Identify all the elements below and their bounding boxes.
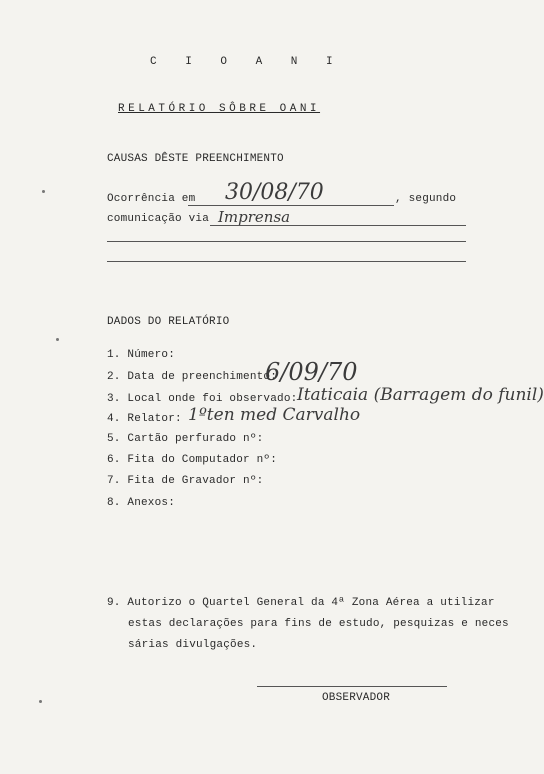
causes-heading: CAUSAS DÊSTE PREENCHIMENTO	[107, 153, 284, 165]
blank-line-2	[107, 261, 466, 262]
report-heading: DADOS DO RELATÓRIO	[107, 316, 230, 328]
authorization-line-1: 9. Autorizo o Quartel General da 4ª Zona Aérea a utilizar	[107, 597, 495, 609]
item-local: 3. Local onde foi observado:	[107, 393, 298, 405]
item-data-preenchimento: 2. Data de preenchimento:	[107, 371, 278, 383]
scan-speck	[39, 700, 42, 703]
via-value: Imprensa	[218, 208, 291, 226]
scan-speck	[42, 190, 45, 193]
item-fita-computador: 6. Fita do Computador nº:	[107, 454, 278, 466]
value-data-preenchimento: 6/09/70	[265, 358, 358, 386]
occurrence-date: 30/08/70	[225, 180, 324, 205]
value-relator: 1ºten med Carvalho	[188, 405, 361, 425]
authorization-line-3: sárias divulgações.	[128, 639, 258, 651]
occurrence-line	[188, 205, 394, 206]
item-anexos: 8. Anexos:	[107, 497, 176, 509]
blank-line-1	[107, 241, 466, 242]
signature-label: OBSERVADOR	[322, 692, 391, 704]
item-numero: 1. Número:	[107, 349, 176, 361]
item-fita-gravador: 7. Fita de Gravador nº:	[107, 475, 264, 487]
authorization-line-2: estas declarações para fins de estudo, pesquizas e neces	[128, 618, 509, 630]
occurrence-label: Ocorrência em	[107, 193, 196, 205]
scan-speck	[56, 338, 59, 341]
signature-line	[257, 686, 447, 687]
occurrence-suffix: , segundo	[395, 193, 457, 205]
value-local: Itaticaia (Barragem do funil)	[297, 385, 544, 405]
item-cartao: 5. Cartão perfurado nº:	[107, 433, 264, 445]
report-title: RELATÓRIO SÔBRE OANI	[118, 103, 321, 115]
org-title: C I O A N I	[150, 56, 344, 68]
item-relator: 4. Relator:	[107, 413, 182, 425]
via-label: comunicação via	[107, 213, 210, 225]
